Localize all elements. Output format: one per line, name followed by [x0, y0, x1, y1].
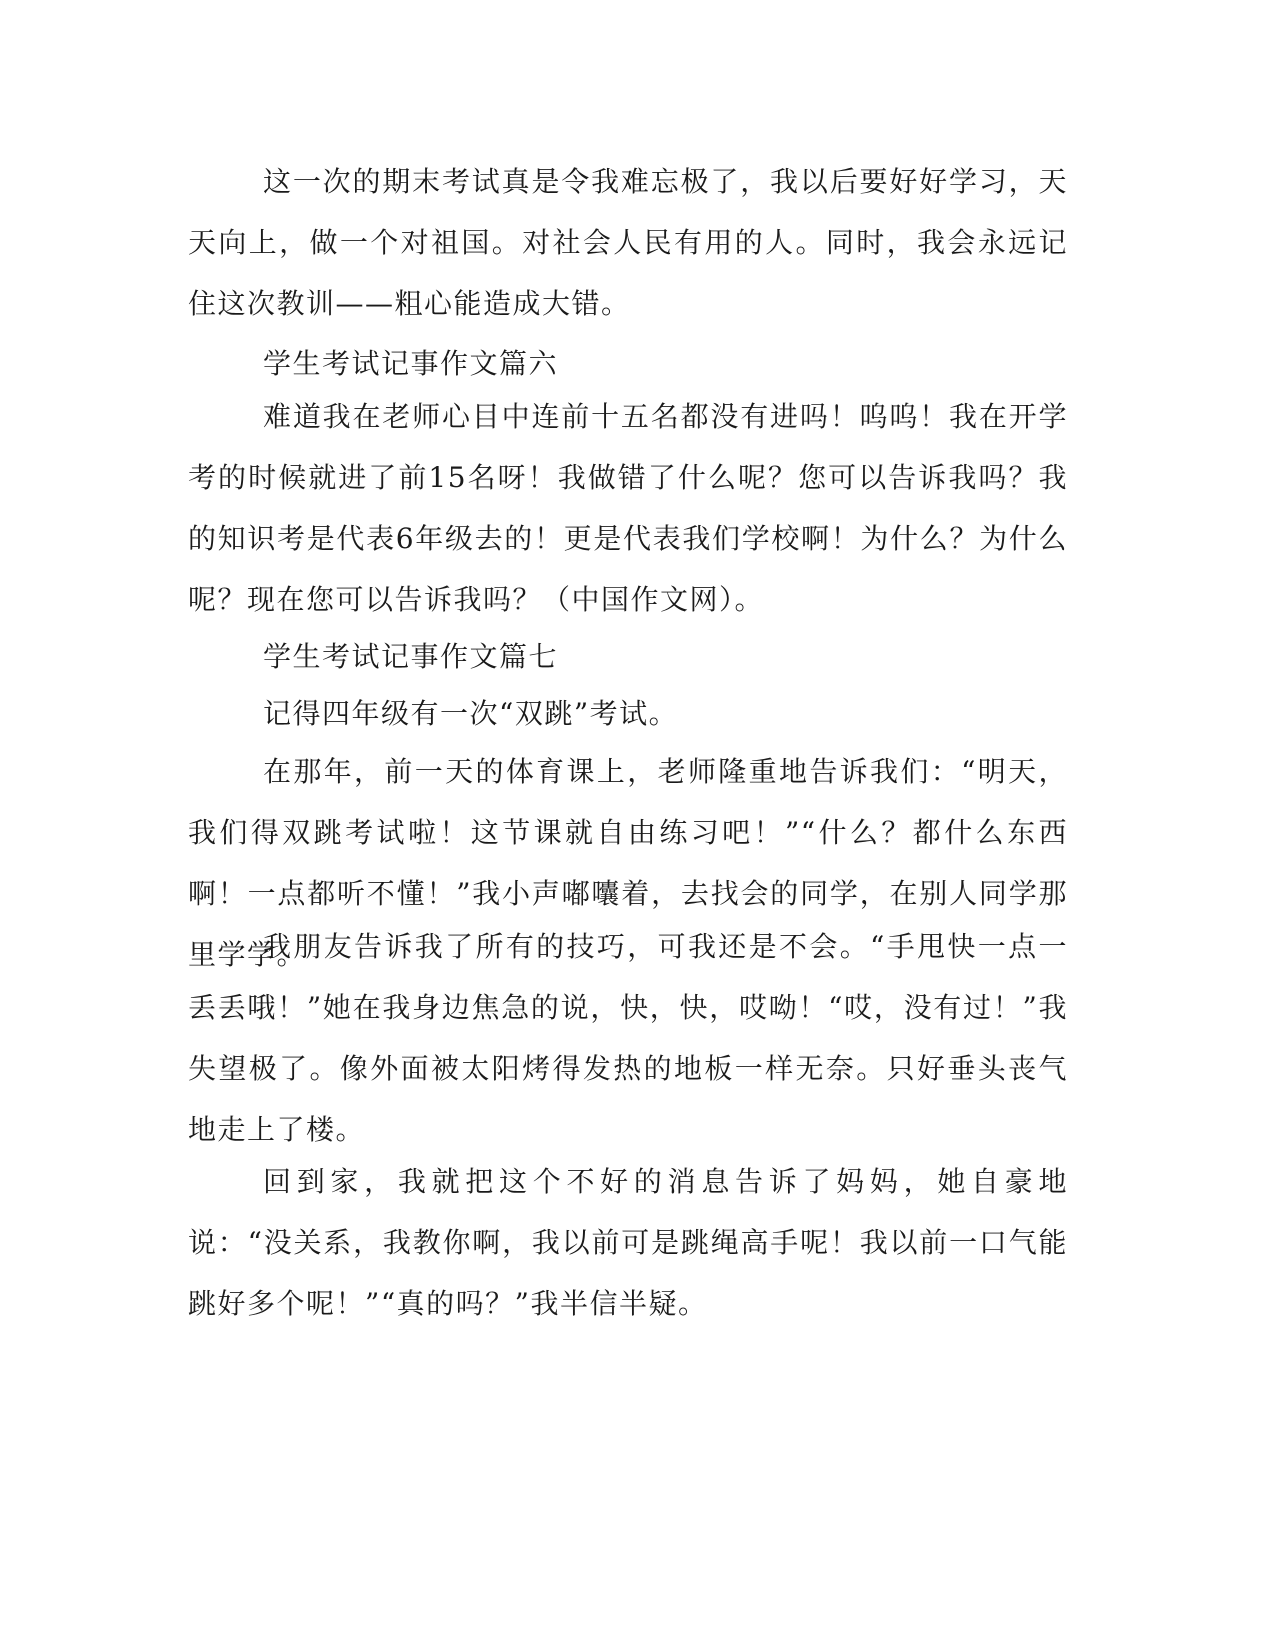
section-heading-six: 学生考试记事作文篇六 — [263, 347, 559, 380]
paragraph-double-jump-intro: 记得四年级有一次“双跳”考试。 — [263, 697, 679, 730]
paragraph-top-fifteen: 难道我在老师心目中连前十五名都没有进吗！呜呜！我在开学考的时候就进了前15名呀！我做错了什么呢？您可以告诉我吗？我的知识考是代表6年级去的！更是代表我们学校啊！为什么？为什么呢？现在您可以告诉我吗？（中国作文网）。 — [188, 400, 1068, 616]
paragraph-friend-tips: 我朋友告诉我了所有的技巧，可我还是不会。“手甩快一点一丢丢哦！”她在我身边焦急的说，快，快，哎呦！“哎，没有过！”我失望极了。像外面被太阳烤得发热的地板一样无奈。只好垂头丧气地走上了楼。 — [188, 930, 1068, 1146]
paragraph-pe-class: 在那年，前一天的体育课上，老师隆重地告诉我们：“明天，我们得双跳考试啦！这节课就自由练习吧！”“什么？都什么东西啊！一点都听不懂！”我小声嘟囔着，去找会的同学，在别人同学那里学学。 — [188, 755, 1068, 971]
section-heading-seven: 学生考试记事作文篇七 — [263, 640, 559, 673]
paragraph-back-home: 回到家，我就把这个不好的消息告诉了妈妈，她自豪地说：“没关系，我教你啊，我以前可是跳绳高手呢！我以前一口气能跳好多个呢！”“真的吗？”我半信半疑。 — [188, 1165, 1068, 1320]
paragraph-exam-reflection: 这一次的期末考试真是令我难忘极了，我以后要好好学习，天天向上，做一个对祖国。对社会人民有用的人。同时，我会永远记住这次教训——粗心能造成大错。 — [188, 165, 1068, 320]
